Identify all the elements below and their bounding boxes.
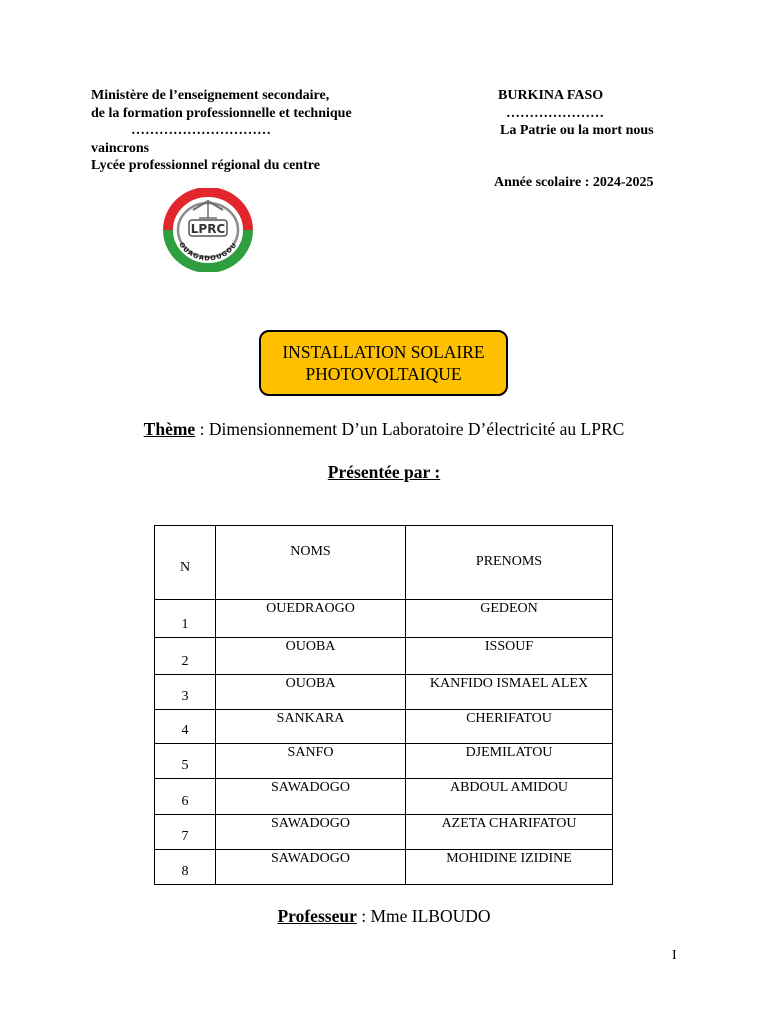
cell-nom: OUOBA xyxy=(216,675,406,710)
country-header xyxy=(498,87,654,140)
country-name: BURKINA FASO xyxy=(498,88,604,103)
logo-text: LPRC xyxy=(190,222,226,236)
table-row xyxy=(155,779,613,815)
document-title xyxy=(259,330,508,396)
page-number: I xyxy=(672,948,677,963)
ministry-line: Ministère de l’enseignement secondaire, xyxy=(91,88,330,103)
ministry-line: de la formation professionnelle et technique xyxy=(91,105,352,121)
cell-nom: OUOBA xyxy=(216,638,406,675)
teacher-label: Professeur xyxy=(277,906,357,926)
cell-nom: SANFO xyxy=(216,744,406,779)
cell-number: 2 xyxy=(155,638,216,675)
cell-number: 4 xyxy=(155,710,216,744)
students-table xyxy=(154,525,613,885)
cell-prenom: KANFIDO ISMAEL ALEX xyxy=(406,675,613,710)
cell-nom: SAWADOGO xyxy=(216,779,406,815)
table-row xyxy=(155,638,613,675)
table-row xyxy=(155,744,613,779)
cell-prenom: ABDOUL AMIDOU xyxy=(406,779,613,815)
title-line-2: PHOTOVOLTAIQUE xyxy=(305,364,462,384)
cell-number: 6 xyxy=(155,779,216,815)
theme-label: Thème xyxy=(143,419,196,439)
cell-prenom: AZETA CHARIFATOU xyxy=(406,815,613,850)
teacher-name: Mme ILBOUDO xyxy=(370,906,491,926)
cell-number: 1 xyxy=(155,600,216,638)
teacher-line xyxy=(0,906,768,927)
theme-text: Dimensionnement D’un Laboratoire D’électricité au LPRC xyxy=(208,419,625,439)
cell-prenom: GEDEON xyxy=(406,600,613,638)
cell-number: 3 xyxy=(155,675,216,710)
school-name: Lycée professionnel régional du centre xyxy=(91,158,320,173)
table-header-row xyxy=(155,526,613,600)
cell-prenom: CHERIFATOU xyxy=(406,710,613,744)
table-row xyxy=(155,675,613,710)
table-row xyxy=(155,850,613,885)
cell-number: 8 xyxy=(155,850,216,885)
teacher-separator: : xyxy=(356,906,371,926)
theme-line xyxy=(0,419,768,440)
header-prenoms: PRENOMS xyxy=(406,526,613,600)
school-year: Année scolaire : 2024-2025 xyxy=(494,175,654,190)
theme-separator: : xyxy=(195,419,209,439)
cell-number: 7 xyxy=(155,815,216,850)
cell-nom: SANKARA xyxy=(216,710,406,744)
cell-prenom: MOHIDINE IZIDINE xyxy=(406,850,613,885)
national-motto: La Patrie ou la mort nous xyxy=(500,123,654,138)
motto-continuation: vaincrons xyxy=(91,140,150,156)
logo-city: OUAGADOUGOU xyxy=(177,240,239,263)
ministry-dots: ………………………… xyxy=(131,123,271,138)
cell-number: 5 xyxy=(155,744,216,779)
table-row xyxy=(155,815,613,850)
cell-nom: SAWADOGO xyxy=(216,815,406,850)
cell-prenom: DJEMILATOU xyxy=(406,744,613,779)
header-noms: NOMS xyxy=(216,526,406,600)
country-dots: ………………… xyxy=(506,105,604,121)
title-line-1: INSTALLATION SOLAIRE xyxy=(282,342,485,362)
header-n: N xyxy=(155,526,216,600)
cell-prenom: ISSOUF xyxy=(406,638,613,675)
table-row xyxy=(155,600,613,638)
presented-by-heading: Présentée par : xyxy=(327,462,441,482)
table-row xyxy=(155,710,613,744)
cell-nom: SAWADOGO xyxy=(216,850,406,885)
school-logo xyxy=(160,188,256,272)
ministry-header xyxy=(91,87,352,175)
cell-nom: OUEDRAOGO xyxy=(216,600,406,638)
